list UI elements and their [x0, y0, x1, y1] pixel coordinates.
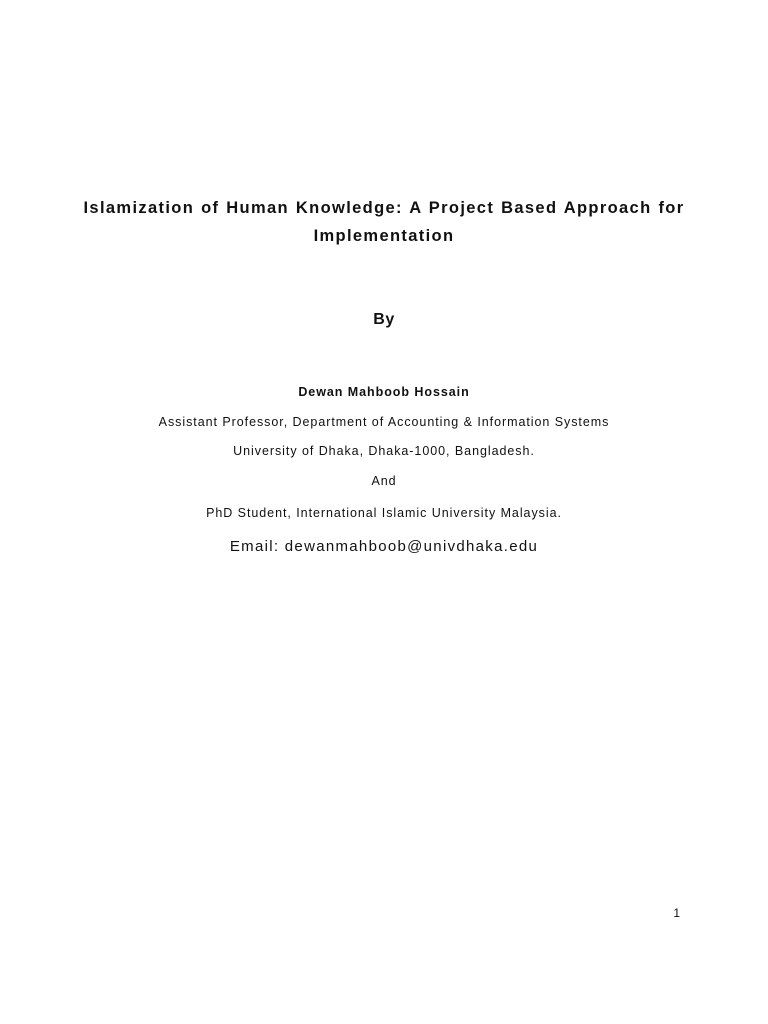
document-title-line-1: Islamization of Human Knowledge: A Project Based Approach for: [83, 199, 685, 217]
author-position: Assistant Professor, Department of Accounting & Information Systems: [158, 415, 610, 429]
document-title-line-2: Implementation: [313, 227, 455, 245]
author-name: Dewan Mahboob Hossain: [298, 385, 470, 399]
email-address: Email: dewanmahboob@univdhaka.edu: [229, 538, 539, 555]
and-label: And: [371, 474, 397, 488]
page-number: 1: [673, 906, 680, 920]
by-label: By: [373, 311, 395, 328]
university-address: University of Dhaka, Dhaka-1000, Bangladesh.: [233, 444, 535, 458]
phd-affiliation: PhD Student, International Islamic University Malaysia.: [206, 506, 562, 520]
